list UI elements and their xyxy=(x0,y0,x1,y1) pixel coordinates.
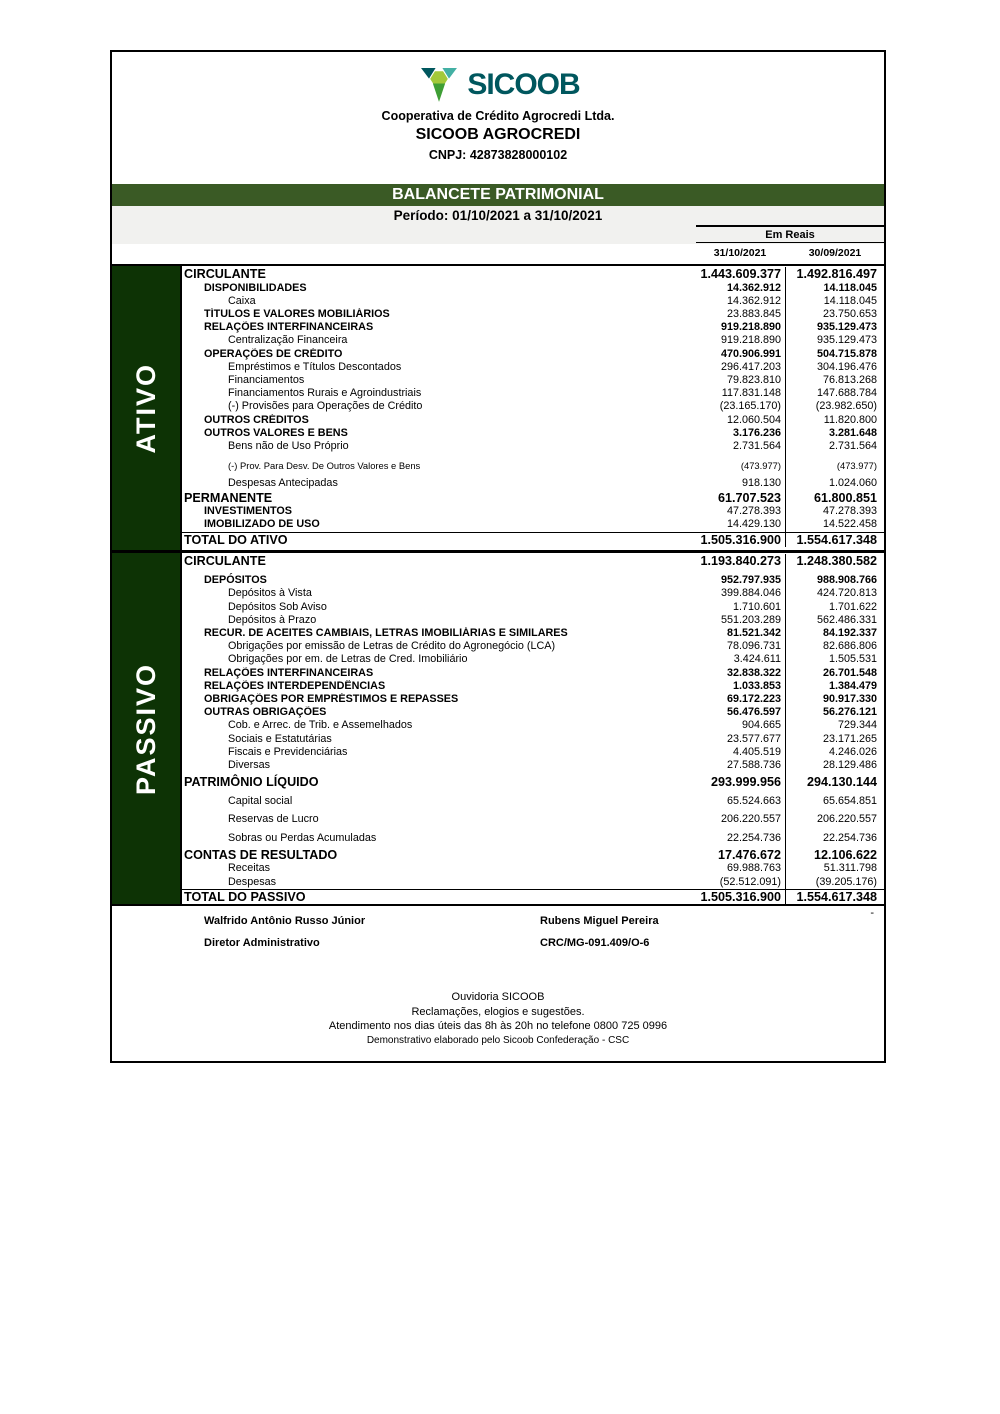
row-value-previous: 12.106.622 xyxy=(785,845,884,862)
table-row xyxy=(182,862,884,875)
table-row xyxy=(182,614,884,627)
row-label: Centralização Financeira xyxy=(228,334,348,347)
table-row xyxy=(182,414,884,427)
table-row xyxy=(182,706,884,719)
sicoob-logo-icon xyxy=(416,65,462,105)
row-label: PATRIMÔNIO LÍQUIDO xyxy=(184,774,319,789)
row-label: RELAÇÕES INTERFINANCEIRAS xyxy=(204,666,374,679)
row-value-current: 14.429.130 xyxy=(726,518,781,531)
table-row xyxy=(182,627,884,640)
table-row xyxy=(182,518,884,531)
row-value-current: 69.172.223 xyxy=(726,692,781,705)
row-value-current: 918.130 xyxy=(741,477,781,490)
entity-name: SICOOB AGROCREDI xyxy=(415,126,581,143)
sidebar-passivo xyxy=(112,553,182,904)
column-headers xyxy=(112,244,884,264)
table-row xyxy=(182,282,884,295)
row-value-current: 65.524.663 xyxy=(726,794,781,807)
row-value-current: 23.577.677 xyxy=(726,732,781,745)
row-value-previous: (473.977) xyxy=(785,453,884,472)
table-row xyxy=(182,348,884,361)
row-label: RELAÇÕES INTERDEPENDÊNCIAS xyxy=(204,679,386,692)
row-value-previous: 14.118.045 xyxy=(785,282,884,295)
row-label: Receitas xyxy=(228,862,271,875)
footer-line-2: Reclamações, elogios e sugestões. xyxy=(411,1005,585,1018)
row-label: (-) Provisões para Operações de Crédito xyxy=(228,400,423,413)
table-row xyxy=(182,267,884,282)
row-label: Obrigações por em. de Letras de Cred. Imobiliário xyxy=(228,653,468,666)
page-title: BALANCETE PATRIMONIAL xyxy=(112,184,884,206)
balance-sheet-document xyxy=(110,50,886,1063)
row-label: TOTAL DO ATIVO xyxy=(184,532,288,547)
row-value-current: 399.884.046 xyxy=(720,587,781,600)
row-label: RELAÇÕES INTERFINANCEIRAS xyxy=(204,321,374,334)
rows xyxy=(182,266,884,550)
row-label: Depósitos à Prazo xyxy=(228,613,317,626)
period-band xyxy=(112,206,884,244)
column-header-previous: 30/09/2021 xyxy=(808,247,862,259)
row-value-current: 1.505.316.900 xyxy=(700,889,781,904)
row-value-current: 17.476.672 xyxy=(717,847,781,862)
row-value-previous: 84.192.337 xyxy=(785,627,884,640)
row-value-current: 22.254.736 xyxy=(726,832,781,845)
row-value-current: 470.906.991 xyxy=(720,347,781,360)
row-label: Obrigações por emissão de Letras de Crédito do Agronegócio (LCA) xyxy=(228,640,556,653)
table-row xyxy=(182,532,884,548)
row-value-previous: 14.522.458 xyxy=(785,518,884,531)
row-value-previous: 4.246.026 xyxy=(785,746,884,759)
row-value-current: 2.731.564 xyxy=(732,440,781,453)
table-row xyxy=(182,827,884,846)
row-value-previous: 23.750.653 xyxy=(785,308,884,321)
row-label: Sociais e Estatutárias xyxy=(228,732,332,745)
table-row xyxy=(182,472,884,491)
table-row xyxy=(182,845,884,862)
row-label: IMOBILIZADO DE USO xyxy=(204,518,320,531)
table-row xyxy=(182,387,884,400)
row-value-previous: 1.701.622 xyxy=(785,601,884,614)
row-value-previous: 147.688.784 xyxy=(785,387,884,400)
section-ativo xyxy=(112,266,884,550)
row-value-current: 78.096.731 xyxy=(726,640,781,653)
table-row xyxy=(182,505,884,518)
table-row xyxy=(182,427,884,440)
logo-wordmark: SICOOB xyxy=(467,68,580,101)
row-value-previous: 56.276.121 xyxy=(785,706,884,719)
table-row xyxy=(182,772,884,789)
row-label: RECUR. DE ACEITES CAMBIAIS, LETRAS IMOBILIÁRIAS E SIMILARES xyxy=(204,626,568,639)
row-value-previous: 1.248.380.582 xyxy=(785,554,884,569)
table-row xyxy=(182,759,884,772)
table-row xyxy=(182,554,884,569)
row-label: Bens não de Uso Próprio xyxy=(228,440,349,453)
row-label: Financiamentos Rurais e Agroindustriais xyxy=(228,387,422,400)
row-value-current: 919.218.890 xyxy=(720,334,781,347)
row-value-current: 14.362.912 xyxy=(726,281,781,294)
footer-line-3: Atendimento nos dias úteis das 8h às 20h no telefone 0800 725 0996 xyxy=(328,1020,668,1032)
row-value-current: 61.707.523 xyxy=(717,490,781,505)
row-value-previous: 47.278.393 xyxy=(785,505,884,518)
table-row xyxy=(182,808,884,827)
table-row xyxy=(182,719,884,732)
column-header-current: 31/10/2021 xyxy=(713,247,767,259)
row-value-previous: 1.505.531 xyxy=(785,653,884,666)
row-value-current: (473.977) xyxy=(740,459,781,471)
row-value-current: 296.417.203 xyxy=(720,360,781,373)
row-label: DISPONIBILIDADES xyxy=(204,281,307,294)
row-value-previous: 304.196.476 xyxy=(785,361,884,374)
after-table-note: - xyxy=(870,907,874,920)
row-value-current: 81.521.342 xyxy=(726,626,781,639)
table-row xyxy=(182,640,884,653)
row-label: CONTAS DE RESULTADO xyxy=(184,847,338,862)
row-value-previous: 729.344 xyxy=(785,719,884,732)
row-value-current: 293.999.956 xyxy=(710,774,781,789)
row-label: Capital social xyxy=(228,794,293,807)
rows xyxy=(182,553,884,904)
row-value-current: 904.665 xyxy=(741,719,781,732)
row-value-previous: 1.024.060 xyxy=(785,472,884,491)
row-value-previous: 61.800.851 xyxy=(785,491,884,506)
table-row xyxy=(182,746,884,759)
row-value-current: 919.218.890 xyxy=(720,321,781,334)
signature-right-name: Rubens Miguel Pereira xyxy=(540,915,659,927)
row-value-current: 79.823.810 xyxy=(726,374,781,387)
row-value-previous: (23.982.650) xyxy=(785,400,884,413)
row-value-previous: 76.813.268 xyxy=(785,374,884,387)
row-label: Depósitos à Vista xyxy=(228,587,312,600)
signature-left-title: Diretor Administrativo xyxy=(204,937,320,949)
row-label: Financiamentos xyxy=(228,374,305,387)
table-row xyxy=(182,400,884,413)
table-row xyxy=(182,453,884,472)
row-value-previous: 1.554.617.348 xyxy=(785,533,884,548)
document-footer xyxy=(112,990,884,1048)
table-row xyxy=(182,295,884,308)
row-value-current: 206.220.557 xyxy=(720,813,781,826)
period-label: Período: 01/10/2021 a 31/10/2021 xyxy=(393,208,603,223)
row-value-previous: 988.908.766 xyxy=(785,569,884,588)
signature-left-name: Walfrido Antônio Russo Júnior xyxy=(204,915,366,927)
row-value-current: 1.505.316.900 xyxy=(700,532,781,547)
row-label: Reservas de Lucro xyxy=(228,813,319,826)
row-label: OUTROS VALORES E BENS xyxy=(204,426,348,439)
row-label: Sobras ou Perdas Acumuladas xyxy=(228,832,377,845)
row-value-previous: 11.820.800 xyxy=(785,414,884,427)
row-label: Despesas xyxy=(228,875,277,888)
row-label: TÍTULOS E VALORES MOBILIÁRIOS xyxy=(204,308,390,320)
row-value-current: 952.797.935 xyxy=(720,574,781,587)
row-value-previous: 26.701.548 xyxy=(785,667,884,680)
row-value-previous: 294.130.144 xyxy=(785,772,884,789)
table-row xyxy=(182,876,884,889)
table-row xyxy=(182,491,884,506)
table-row xyxy=(182,321,884,334)
table-row xyxy=(182,440,884,453)
row-value-previous: 90.917.330 xyxy=(785,693,884,706)
cnpj: CNPJ: 42873828000102 xyxy=(428,148,568,162)
document-header xyxy=(112,52,884,184)
row-value-current: 12.060.504 xyxy=(726,413,781,426)
row-label: OPERAÇÕES DE CRÉDITO xyxy=(204,347,343,360)
row-value-previous: 23.171.265 xyxy=(785,733,884,746)
row-label: OBRIGAÇÕES POR EMPRÉSTIMOS E REPASSES xyxy=(204,692,459,705)
row-value-current: (52.512.091) xyxy=(719,875,781,888)
row-value-current: 69.988.763 xyxy=(726,862,781,875)
table-row xyxy=(182,361,884,374)
section-passivo xyxy=(112,550,884,904)
table-row xyxy=(182,693,884,706)
row-label: OUTROS CRÉDITOS xyxy=(204,413,309,426)
sicoob-logo xyxy=(112,65,884,105)
row-value-previous: (39.205.176) xyxy=(785,876,884,889)
row-value-current: 14.362.912 xyxy=(726,294,781,307)
row-value-current: 3.176.236 xyxy=(732,426,781,439)
row-value-previous: 3.281.648 xyxy=(785,427,884,440)
row-label: INVESTIMENTOS xyxy=(204,505,292,518)
signature-right-title: CRC/MG-091.409/O-6 xyxy=(540,937,650,949)
cooperative-name: Cooperativa de Crédito Agrocredi Ltda. xyxy=(381,109,615,123)
row-value-previous: 206.220.557 xyxy=(785,808,884,827)
row-value-previous: 935.129.473 xyxy=(785,321,884,334)
row-label: Despesas Antecipadas xyxy=(228,477,338,490)
row-value-previous: 2.731.564 xyxy=(785,440,884,453)
currency-label: Em Reais xyxy=(696,225,884,243)
row-value-previous: 1.384.479 xyxy=(785,680,884,693)
row-value-previous: 1.554.617.348 xyxy=(785,890,884,905)
table-row xyxy=(182,653,884,666)
row-value-current: 23.883.845 xyxy=(726,308,781,320)
table-row xyxy=(182,374,884,387)
sidebar-ativo xyxy=(112,266,182,550)
table-row xyxy=(182,789,884,808)
row-value-current: 1.193.840.273 xyxy=(700,554,781,568)
table-row xyxy=(182,667,884,680)
table-row xyxy=(182,334,884,347)
row-value-previous: 562.486.331 xyxy=(785,614,884,627)
row-value-previous: 14.118.045 xyxy=(785,295,884,308)
table-row xyxy=(182,601,884,614)
table-row xyxy=(182,308,884,321)
row-label: TOTAL DO PASSIVO xyxy=(184,889,306,904)
row-label: Depósitos Sob Aviso xyxy=(228,600,327,613)
row-label: CIRCULANTE xyxy=(184,554,266,568)
row-value-current: 27.588.736 xyxy=(726,758,781,771)
footer-line-1: Ouvidoria SICOOB xyxy=(451,991,545,1003)
row-label: Fiscais e Previdenciárias xyxy=(228,745,348,758)
row-value-current: 1.033.853 xyxy=(732,679,781,692)
signature-left xyxy=(204,910,365,954)
row-value-previous: 22.254.736 xyxy=(785,827,884,846)
row-value-previous: 65.654.851 xyxy=(785,789,884,808)
row-label: Caixa xyxy=(228,294,256,307)
table-row xyxy=(182,587,884,600)
row-label: CIRCULANTE xyxy=(184,267,266,281)
signature-right xyxy=(540,910,659,954)
row-label: Diversas xyxy=(228,758,270,771)
row-label: PERMANENTE xyxy=(184,490,273,505)
row-value-current: 56.476.597 xyxy=(726,706,781,719)
row-value-previous: 504.715.878 xyxy=(785,348,884,361)
row-value-current: 47.278.393 xyxy=(726,505,781,518)
table-row xyxy=(182,889,884,905)
row-value-current: 117.831.148 xyxy=(721,387,781,400)
row-value-current: 3.424.611 xyxy=(733,653,781,666)
row-value-previous: 82.686.806 xyxy=(785,640,884,653)
row-value-current: 551.203.289 xyxy=(720,613,781,626)
row-value-current: (23.165.170) xyxy=(719,400,781,413)
side-label: PASSIVO xyxy=(130,662,161,795)
row-value-current: 32.838.322 xyxy=(726,666,781,679)
row-value-previous: 935.129.473 xyxy=(785,334,884,347)
table-row xyxy=(182,569,884,588)
row-label: Empréstimos e Títulos Descontados xyxy=(228,360,402,373)
table-row xyxy=(182,733,884,746)
row-value-previous: 1.492.816.497 xyxy=(785,267,884,282)
row-value-current: 4.405.519 xyxy=(732,745,781,758)
row-value-previous: 51.311.798 xyxy=(785,862,884,875)
row-label: (-) Prov. Para Desv. De Outros Valores e Bens xyxy=(228,459,421,471)
row-label: Cob. e Arrec. de Trib. e Assemelhados xyxy=(228,719,413,732)
row-value-previous: 424.720.813 xyxy=(785,587,884,600)
row-value-current: 1.710.601 xyxy=(732,600,781,613)
row-value-previous: 28.129.486 xyxy=(785,759,884,772)
row-label: OUTRAS OBRIGAÇÕES xyxy=(204,706,327,719)
footer-line-4: Demonstrativo elaborado pelo Sicoob Confederação - CSC xyxy=(366,1034,630,1046)
row-value-current: 1.443.609.377 xyxy=(700,267,781,281)
side-label: ATIVO xyxy=(130,362,161,454)
table-row xyxy=(182,680,884,693)
row-label: DEPÓSITOS xyxy=(204,574,267,587)
balance-table xyxy=(112,264,884,906)
